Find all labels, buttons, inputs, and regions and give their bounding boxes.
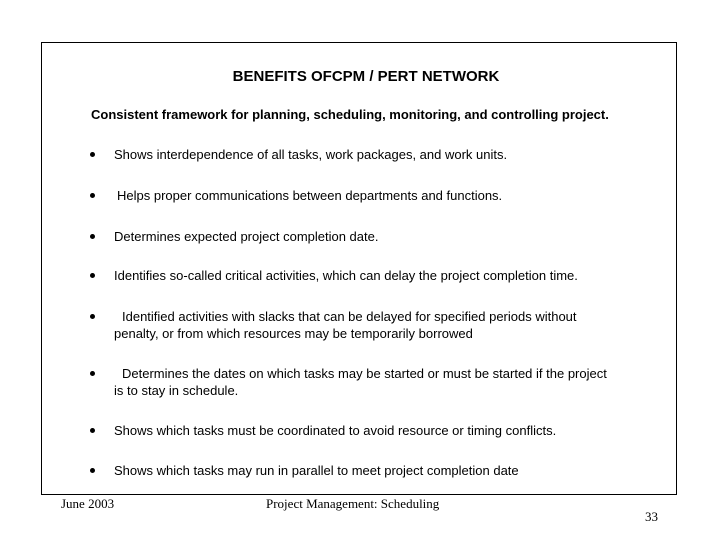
- bullet-text-continuation: is to stay in schedule.: [114, 383, 239, 398]
- bullet-text: Determines the dates on which tasks may be started or must be started if the project: [122, 366, 607, 381]
- bullet-text: Determines expected project completion date.: [114, 229, 379, 244]
- bullet-text: Shows which tasks may run in parallel to meet project completion date: [114, 463, 519, 478]
- bullet-icon: [90, 152, 95, 157]
- slide-subtitle: Consistent framework for planning, scheduling, monitoring, and controlling project.: [91, 107, 609, 122]
- bullet-text: Identified activities with slacks that can be delayed for specified periods without: [122, 309, 577, 324]
- page-number: 33: [645, 509, 658, 524]
- bullet-text-continuation: penalty, or from which resources may be temporarily borrowed: [114, 326, 473, 341]
- bullet-icon: [90, 273, 95, 278]
- bullet-icon: [90, 371, 95, 376]
- bullet-icon: [90, 468, 95, 473]
- bullet-icon: [90, 428, 95, 433]
- footer-course: Project Management: Scheduling: [266, 496, 440, 511]
- bullet-text: Helps proper communications between departments and functions.: [117, 188, 503, 203]
- footer-date: June 2003: [61, 496, 115, 511]
- bullet-icon: [90, 314, 95, 319]
- bullet-icon: [90, 193, 95, 198]
- bullet-icon: [90, 234, 95, 239]
- bullet-text: Identifies so-called critical activities, which can delay the project completion time.: [114, 268, 578, 283]
- bullet-text: Shows which tasks must be coordinated to avoid resource or timing conflicts.: [114, 423, 557, 438]
- bullet-text: Shows interdependence of all tasks, work packages, and work units.: [114, 147, 508, 162]
- slide-title: BENEFITS OFCPM / PERT NETWORK: [232, 68, 500, 85]
